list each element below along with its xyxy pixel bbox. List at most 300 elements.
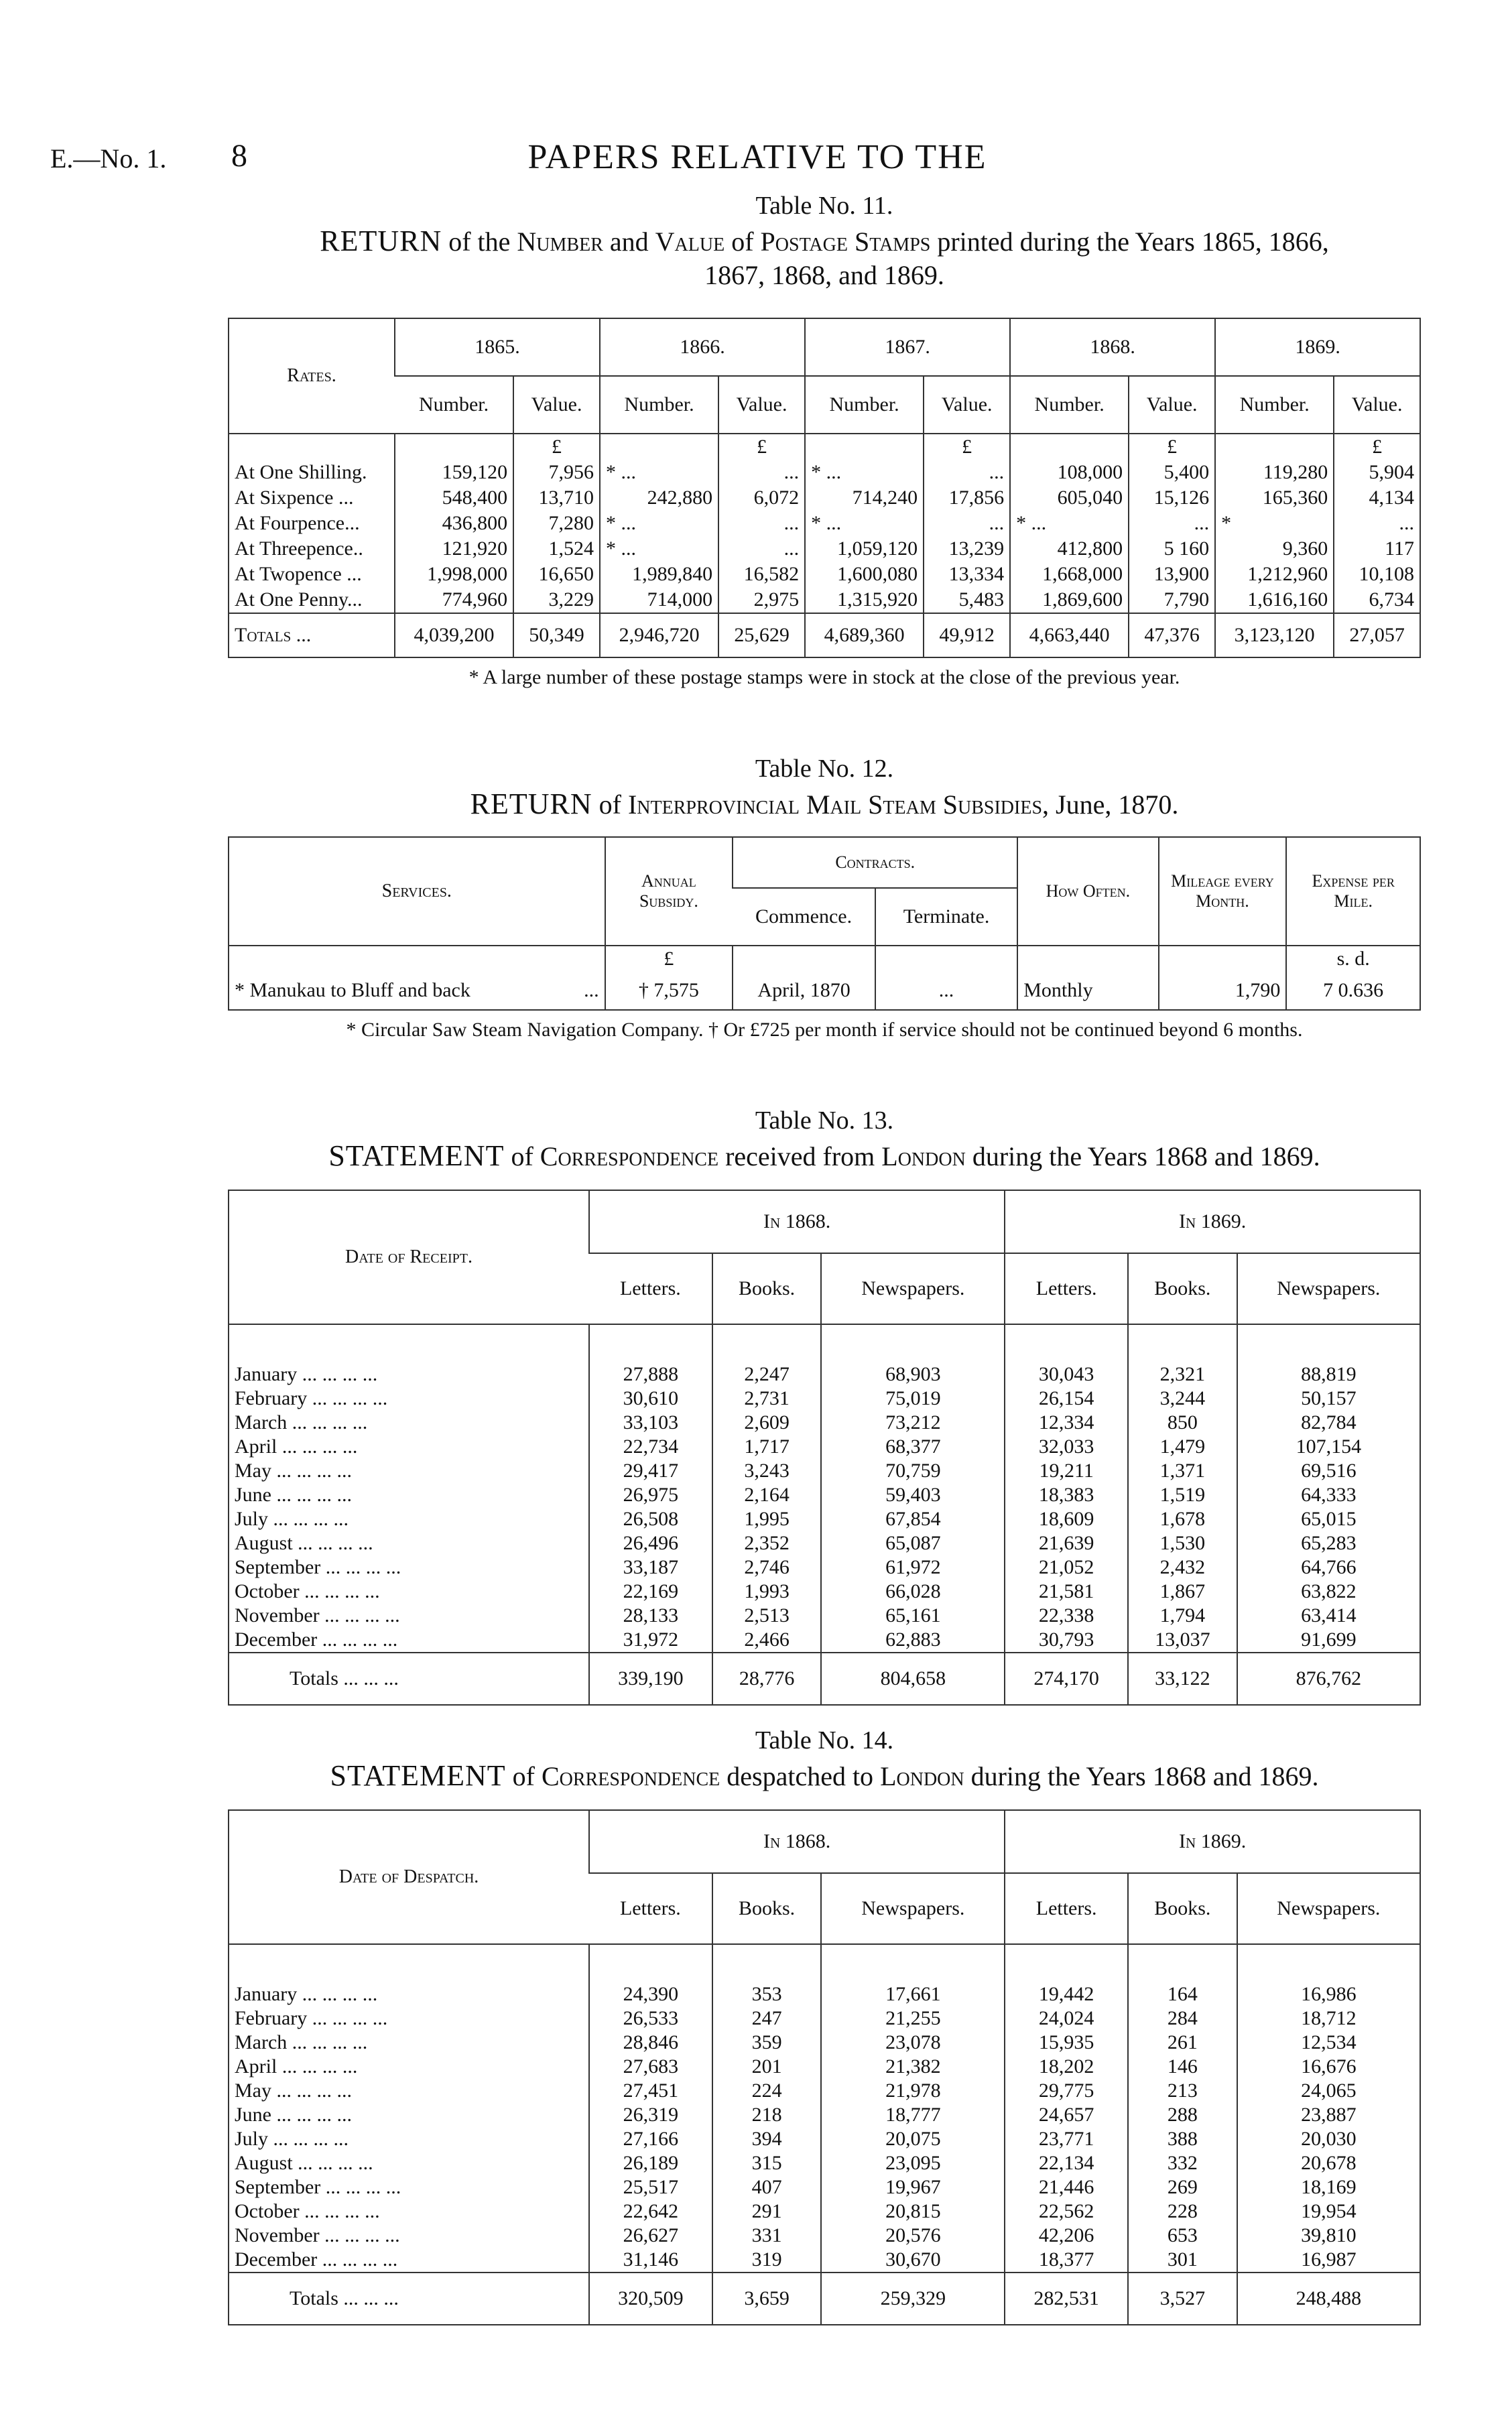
table-row	[229, 1411, 1420, 1435]
cell: 146	[1128, 2055, 1237, 2079]
cell: 19,967	[821, 2175, 1005, 2199]
desc-return: RETURN	[470, 787, 592, 820]
number-header: Number.	[1215, 376, 1334, 434]
desc-text: received from	[725, 1141, 875, 1171]
pound-sign: £	[513, 434, 600, 460]
date-header: Date of Despatch.	[338, 1866, 479, 1887]
cell: 66,028	[821, 1580, 1005, 1604]
rates-header: Rates.	[287, 365, 336, 386]
totals-row	[229, 1653, 1420, 1704]
table-row	[229, 1459, 1420, 1483]
totals-row	[229, 2273, 1420, 2324]
table-13-name: Table No. 13.	[755, 1106, 894, 1135]
cell: 16,582	[718, 562, 805, 587]
month-label: April ... ... ... ...	[235, 1435, 358, 1458]
table-12-section	[228, 754, 1421, 1041]
table-11	[228, 318, 1421, 658]
desc-years: during the Years 1868 and 1869.	[970, 1761, 1319, 1791]
cell: 24,065	[1237, 2079, 1420, 2103]
cell: 247	[712, 2006, 822, 2031]
cell: 30,793	[1005, 1628, 1128, 1653]
pound-sign: £	[718, 434, 805, 460]
cell: 21,639	[1005, 1531, 1128, 1555]
cell: 30,610	[589, 1387, 712, 1411]
newspapers-header: Newspapers.	[821, 1873, 1005, 1944]
cell: 436,800	[395, 511, 513, 536]
desc-postage-stamps: Postage Stamps	[760, 227, 931, 257]
cell: 19,442	[1005, 1982, 1128, 2006]
cell: 27,451	[589, 2079, 712, 2103]
page-number: 8	[231, 138, 247, 174]
desc-text: of the	[448, 227, 511, 257]
table-row	[229, 2224, 1420, 2248]
books-header: Books.	[712, 1253, 822, 1324]
cell: 26,975	[589, 1483, 712, 1507]
desc-return: RETURN	[320, 225, 442, 257]
value-header: Value.	[1334, 376, 1420, 434]
month-label: November ... ... ... ...	[235, 2224, 400, 2246]
table-row	[229, 460, 1420, 485]
desc-value: Value	[655, 227, 725, 257]
table-12-name: Table No. 12.	[755, 755, 894, 783]
cell: 5,904	[1334, 460, 1420, 485]
cell: 22,169	[589, 1580, 712, 1604]
table-row	[229, 1555, 1420, 1580]
month-label: November ... ... ... ...	[235, 1604, 400, 1626]
cell: 714,240	[805, 485, 924, 511]
cell: 22,734	[589, 1435, 712, 1459]
cell: 1,668,000	[1010, 562, 1129, 587]
cell: 159,120	[395, 460, 513, 485]
month-label: September ... ... ... ...	[235, 2176, 401, 2198]
cell: 19,954	[1237, 2199, 1420, 2224]
month-label: July ... ... ... ...	[235, 2128, 349, 2150]
table-row	[229, 1982, 1420, 2006]
cell: 1,212,960	[1215, 562, 1334, 587]
letters-header: Letters.	[1005, 1253, 1128, 1324]
desc-statement: STATEMENT	[330, 1759, 506, 1792]
cell: * ...	[1010, 511, 1129, 536]
table-11-description	[228, 225, 1421, 292]
desc-text: of	[511, 1141, 533, 1171]
cell: 16,987	[1237, 2248, 1420, 2273]
desc-text: of	[512, 1761, 535, 1791]
cell: 242,880	[600, 485, 718, 511]
cell: 33,103	[589, 1411, 712, 1435]
desc-text: and	[609, 227, 649, 257]
month-label: August ... ... ... ...	[235, 1532, 373, 1554]
table-12	[228, 836, 1421, 1011]
cell: 1,794	[1128, 1604, 1237, 1628]
cell: 64,333	[1237, 1483, 1420, 1507]
contracts-header: Contracts.	[733, 838, 1017, 888]
cell: 6,734	[1334, 587, 1420, 613]
rate-label: At One Shilling.	[235, 461, 367, 483]
cell: 26,533	[589, 2006, 712, 2031]
cell: 1,530	[1128, 1531, 1237, 1555]
cell: 91,699	[1237, 1628, 1420, 1653]
month-label: August ... ... ... ...	[235, 2152, 373, 2174]
cell: 653	[1128, 2224, 1237, 2248]
month-label: June ... ... ... ...	[235, 2104, 352, 2126]
cell: 9,360	[1215, 536, 1334, 562]
rate-label: At One Penny...	[235, 588, 363, 611]
month-label: February ... ... ... ...	[235, 2007, 388, 2029]
cell: 26,508	[589, 1507, 712, 1531]
cell: ...	[875, 972, 1017, 1009]
cell: 259,329	[821, 2273, 1005, 2324]
desc-text: of	[731, 227, 754, 257]
cell: 388	[1128, 2127, 1237, 2151]
service-name	[229, 972, 605, 1009]
table-row	[229, 511, 1420, 536]
table-14-name: Table No. 14.	[755, 1726, 894, 1754]
cell: 412,800	[1010, 536, 1129, 562]
cell: 63,822	[1237, 1580, 1420, 1604]
table-row	[229, 485, 1420, 511]
table-row	[229, 2248, 1420, 2273]
cell: *	[1215, 511, 1334, 536]
mileage-header: Mileage every Month.	[1159, 838, 1287, 946]
cell: 10,108	[1334, 562, 1420, 587]
cell: 26,154	[1005, 1387, 1128, 1411]
cell: 50,157	[1237, 1387, 1420, 1411]
cell: 201	[712, 2055, 822, 2079]
cell: 12,534	[1237, 2031, 1420, 2055]
table-row	[229, 2151, 1420, 2175]
cell: 21,446	[1005, 2175, 1128, 2199]
cell: 1,989,840	[600, 562, 718, 587]
cell: 29,775	[1005, 2079, 1128, 2103]
cell: 2,946,720	[600, 613, 718, 657]
month-label: May ... ... ... ...	[235, 1460, 352, 1482]
cell: ...	[1129, 511, 1215, 536]
cell: 32,033	[1005, 1435, 1128, 1459]
cell: April, 1870	[733, 972, 875, 1009]
month-label: October ... ... ... ...	[235, 1580, 380, 1602]
cell: 2,731	[712, 1387, 822, 1411]
cell: 16,986	[1237, 1982, 1420, 2006]
cell: 69,516	[1237, 1459, 1420, 1483]
cell: 18,712	[1237, 2006, 1420, 2031]
cell: 68,903	[821, 1362, 1005, 1387]
cell: 23,078	[821, 2031, 1005, 2055]
annual-subsidy-header: Annual Subsidy.	[605, 838, 733, 946]
month-label: October ... ... ... ...	[235, 2200, 380, 2222]
service-dots: ...	[584, 979, 599, 1001]
cell: 165,360	[1215, 485, 1334, 511]
desc-text: despatched to	[727, 1761, 874, 1791]
cell: 49,912	[924, 613, 1010, 657]
table-row	[229, 1483, 1420, 1507]
year-header: 1867.	[805, 319, 1010, 376]
cell: 3,123,120	[1215, 613, 1334, 657]
year-header: 1869.	[1215, 319, 1420, 376]
cell: 64,766	[1237, 1555, 1420, 1580]
cell: 301	[1128, 2248, 1237, 2273]
desc-london: London	[880, 1761, 964, 1791]
cell: 20,678	[1237, 2151, 1420, 2175]
table-11-footnote: * A large number of these postage stamps were in stock at the close of the previous year.	[468, 666, 1180, 688]
cell: 1,995	[712, 1507, 822, 1531]
cell: 25,629	[718, 613, 805, 657]
cell: 24,024	[1005, 2006, 1128, 2031]
cell: 26,496	[589, 1531, 712, 1555]
cell: * ...	[805, 511, 924, 536]
cell: ...	[924, 460, 1010, 485]
cell: 6,072	[718, 485, 805, 511]
cell: * ...	[805, 460, 924, 485]
cell: 26,189	[589, 2151, 712, 2175]
newspapers-header: Newspapers.	[821, 1253, 1005, 1324]
letters-header: Letters.	[1005, 1873, 1128, 1944]
cell: 28,776	[712, 1653, 822, 1704]
cell: 315	[712, 2151, 822, 2175]
month-label: July ... ... ... ...	[235, 1508, 349, 1530]
cell: 107,154	[1237, 1435, 1420, 1459]
cell: ...	[718, 511, 805, 536]
cell: 2,321	[1128, 1362, 1237, 1387]
cell: 5,483	[924, 587, 1010, 613]
cell: 68,377	[821, 1435, 1005, 1459]
cell: 5 160	[1129, 536, 1215, 562]
table-row	[229, 1580, 1420, 1604]
table-row	[229, 1531, 1420, 1555]
year-header: 1866.	[600, 319, 805, 376]
cell: 22,134	[1005, 2151, 1128, 2175]
books-header: Books.	[712, 1873, 822, 1944]
cell: 33,187	[589, 1555, 712, 1580]
cell: 1,678	[1128, 1507, 1237, 1531]
page-title: PAPERS RELATIVE TO THE	[527, 138, 987, 176]
table-row	[229, 1628, 1420, 1653]
cell: 22,338	[1005, 1604, 1128, 1628]
cell: 1,059,120	[805, 536, 924, 562]
table-row	[229, 2031, 1420, 2055]
cell: 3,527	[1128, 2273, 1237, 2324]
cell: 291	[712, 2199, 822, 2224]
cell: 1,993	[712, 1580, 822, 1604]
cell: 274,170	[1005, 1653, 1128, 1704]
cell: Monthly	[1017, 972, 1158, 1009]
cell: 88,819	[1237, 1362, 1420, 1387]
cell: 261	[1128, 2031, 1237, 2055]
table-14-section	[228, 1726, 1421, 2325]
cell: 42,206	[1005, 2224, 1128, 2248]
services-header: Services.	[381, 881, 452, 901]
cell: 1,869,600	[1010, 587, 1129, 613]
table-row	[229, 1604, 1420, 1628]
table-row	[229, 562, 1420, 587]
month-label: June ... ... ... ...	[235, 1484, 352, 1506]
cell: 31,146	[589, 2248, 712, 2273]
cell: 282,531	[1005, 2273, 1128, 2324]
totals-row	[229, 613, 1420, 657]
cell: 27,057	[1334, 613, 1420, 657]
cell: 4,689,360	[805, 613, 924, 657]
cell: 27,166	[589, 2127, 712, 2151]
cell: 1,790	[1159, 972, 1287, 1009]
cell: 13,900	[1129, 562, 1215, 587]
desc-subsidies: Interprovincial Mail Steam Subsidies,	[627, 789, 1050, 820]
cell: 24,657	[1005, 2103, 1128, 2127]
cell: 16,650	[513, 562, 600, 587]
cell: 1,600,080	[805, 562, 924, 587]
month-label: January ... ... ... ...	[235, 1983, 378, 2005]
cell: 12,334	[1005, 1411, 1128, 1435]
cell: 3,229	[513, 587, 600, 613]
cell: 4,039,200	[395, 613, 513, 657]
desc-london: London	[881, 1141, 966, 1171]
cell: 61,972	[821, 1555, 1005, 1580]
in-1868-header: In 1868.	[589, 1811, 1005, 1873]
cell: 27,888	[589, 1362, 712, 1387]
cell: 774,960	[395, 587, 513, 613]
cell: † 7,575	[605, 972, 733, 1009]
cell: 2,609	[712, 1411, 822, 1435]
cell: ...	[1334, 511, 1420, 536]
cell: 353	[712, 1982, 822, 2006]
totals-label: Totals ... ... ...	[229, 1653, 589, 1704]
year-header: 1868.	[1010, 319, 1215, 376]
table-14	[228, 1809, 1421, 2325]
totals-label: Totals ...	[229, 613, 395, 657]
number-header: Number.	[600, 376, 718, 434]
value-header: Value.	[513, 376, 600, 434]
cell: 228	[1128, 2199, 1237, 2224]
cell: 75,019	[821, 1387, 1005, 1411]
cell: 2,247	[712, 1362, 822, 1387]
cell: 1,519	[1128, 1483, 1237, 1507]
table-13-section	[228, 1106, 1421, 1706]
month-label: March ... ... ... ...	[235, 1411, 368, 1433]
cell: 30,043	[1005, 1362, 1128, 1387]
number-header: Number.	[1010, 376, 1129, 434]
table-13-description	[228, 1139, 1421, 1173]
terminate-header: Terminate.	[875, 888, 1017, 946]
cell: 20,815	[821, 2199, 1005, 2224]
month-label: December ... ... ... ...	[235, 1628, 398, 1651]
cell: 18,202	[1005, 2055, 1128, 2079]
cell: 23,887	[1237, 2103, 1420, 2127]
pound-sign: £	[1129, 434, 1215, 460]
cell: 121,920	[395, 536, 513, 562]
document-reference: E.—No. 1.	[50, 143, 167, 174]
cell: * ...	[600, 511, 718, 536]
cell: 332	[1128, 2151, 1237, 2175]
rate-label: At Fourpence...	[235, 512, 360, 534]
cell: 31,972	[589, 1628, 712, 1653]
table-row	[229, 1387, 1420, 1411]
cell: 714,000	[600, 587, 718, 613]
cell: 3,243	[712, 1459, 822, 1483]
table-row	[229, 2006, 1420, 2031]
cell: 339,190	[589, 1653, 712, 1704]
cell: 1,315,920	[805, 587, 924, 613]
table-11-name: Table No. 11.	[755, 192, 893, 220]
cell: 25,517	[589, 2175, 712, 2199]
cell: 20,030	[1237, 2127, 1420, 2151]
cell: 218	[712, 2103, 822, 2127]
cell: 16,676	[1237, 2055, 1420, 2079]
cell: 22,642	[589, 2199, 712, 2224]
value-header: Value.	[718, 376, 805, 434]
cell: ...	[924, 511, 1010, 536]
table-11-section	[228, 191, 1421, 689]
cell: 15,935	[1005, 2031, 1128, 2055]
cell: 23,771	[1005, 2127, 1128, 2151]
cell: 4,663,440	[1010, 613, 1129, 657]
table-13	[228, 1190, 1421, 1706]
cell: 213	[1128, 2079, 1237, 2103]
number-header: Number.	[418, 393, 489, 415]
cell: 17,661	[821, 1982, 1005, 2006]
table-row	[229, 1362, 1420, 1387]
desc-date: June, 1870.	[1056, 789, 1179, 820]
cell: 18,777	[821, 2103, 1005, 2127]
month-label: April ... ... ... ...	[235, 2055, 358, 2077]
cell: 2,432	[1128, 1555, 1237, 1580]
cell: 33,122	[1128, 1653, 1237, 1704]
cell: 21,978	[821, 2079, 1005, 2103]
cell: 288	[1128, 2103, 1237, 2127]
month-label: January ... ... ... ...	[235, 1363, 378, 1385]
cell: 2,975	[718, 587, 805, 613]
cell: 27,683	[589, 2055, 712, 2079]
cell: 21,255	[821, 2006, 1005, 2031]
cell: 73,212	[821, 1411, 1005, 1435]
month-label: May ... ... ... ...	[235, 2080, 352, 2102]
cell: 248,488	[1237, 2273, 1420, 2324]
cell: 30,670	[821, 2248, 1005, 2273]
cell: 70,759	[821, 1459, 1005, 1483]
table-12-footnote: * Circular Saw Steam Navigation Company. † Or £725 per month if service should not be continued beyond 6 months.	[346, 1019, 1303, 1041]
in-1868-header: In 1868.	[589, 1191, 1005, 1253]
cell: 319	[712, 2248, 822, 2273]
cell: 164	[1128, 1982, 1237, 2006]
desc-years: during the Years 1868 and 1869.	[972, 1141, 1320, 1171]
desc-text: of	[598, 789, 621, 820]
table-row	[229, 972, 1420, 1009]
cell: 20,576	[821, 2224, 1005, 2248]
table-row	[229, 2055, 1420, 2079]
cell: 13,037	[1128, 1628, 1237, 1653]
table-row	[229, 2103, 1420, 2127]
table-row	[229, 587, 1420, 613]
cell: 65,283	[1237, 1531, 1420, 1555]
cell: 2,164	[712, 1483, 822, 1507]
rate-label: At Threepence..	[235, 537, 363, 560]
cell: 15,126	[1129, 485, 1215, 511]
cell: 62,883	[821, 1628, 1005, 1653]
cell: 7 0.636	[1286, 972, 1420, 1009]
cell: 63,414	[1237, 1604, 1420, 1628]
cell: 19,211	[1005, 1459, 1128, 1483]
cell: 1,616,160	[1215, 587, 1334, 613]
cell: 3,659	[712, 2273, 822, 2324]
month-label: February ... ... ... ...	[235, 1387, 388, 1409]
in-1869-header: In 1869.	[1005, 1811, 1420, 1873]
cell: 5,400	[1129, 460, 1215, 485]
cell: 224	[712, 2079, 822, 2103]
letters-header: Letters.	[619, 1897, 681, 1919]
cell: 65,015	[1237, 1507, 1420, 1531]
desc-statement: STATEMENT	[328, 1139, 505, 1172]
cell: 28,846	[589, 2031, 712, 2055]
value-header: Value.	[924, 376, 1010, 434]
table-row	[229, 536, 1420, 562]
cell: 65,161	[821, 1604, 1005, 1628]
